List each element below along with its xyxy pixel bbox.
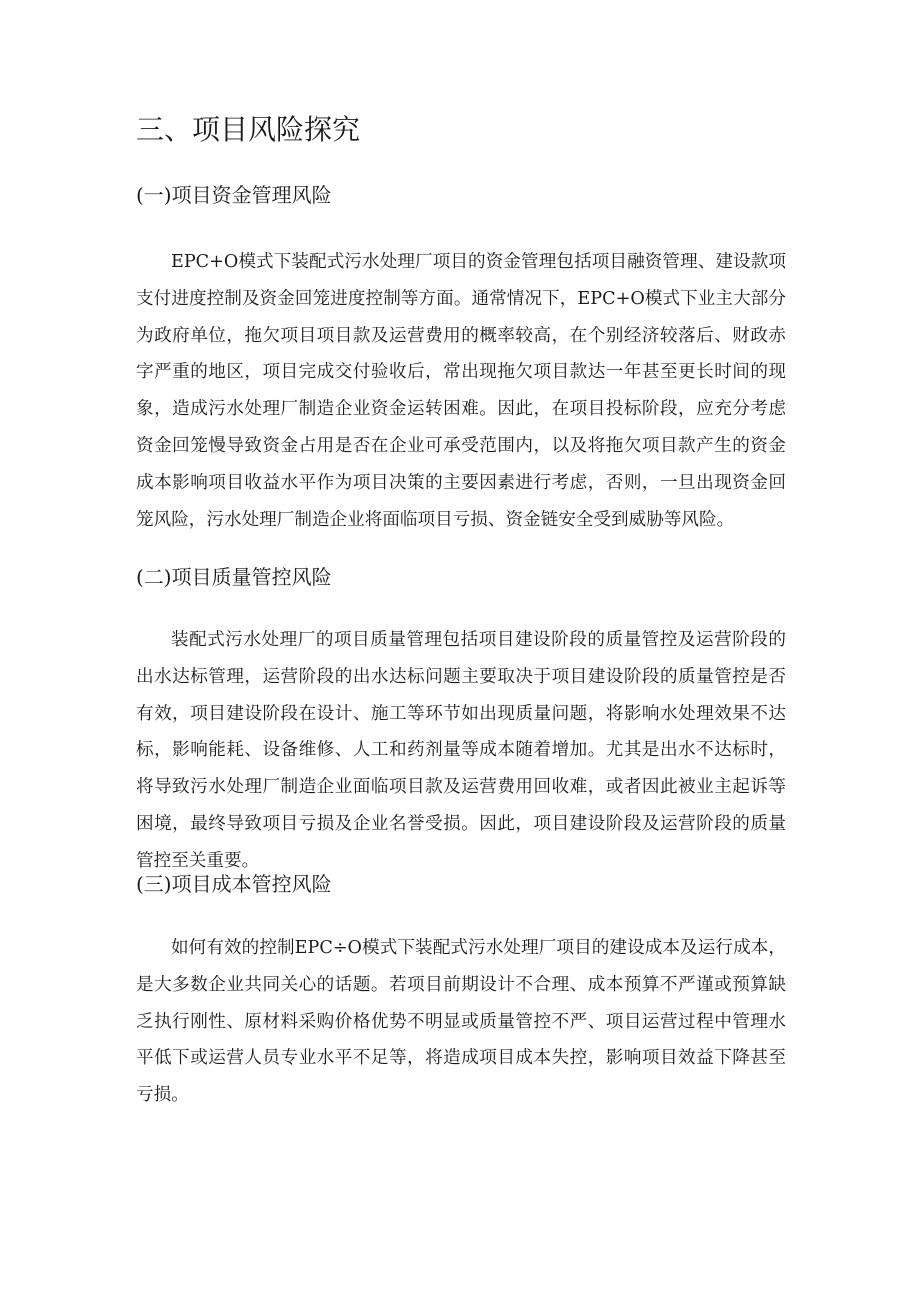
section-body-cost: 如何有效的控制EPC÷O模式下装配式污水处理厂项目的建设成本及运行成本，是大多数企业共同关心的话题。若项目前期设计不合理、成本预算不严谨或预算缺乏执行刚性、原材料采购价格优势不明显或质量管控不严、项目运营过程中管理水平低下或运营人员专业水平不足等，将造成项目成本失控，影响项目效益下降甚至亏损。 bbox=[136, 938, 786, 1106]
section-body-quality: 装配式污水处理厂的项目质量管理包括项目建设阶段的质量管控及运营阶段的出水达标管理，运营阶段的出水达标问题主要取决于项目建设阶段的质量管控是否有效，项目建设阶段在设计、施工等环节如出现质量问题，将影响水处理效果不达标，影响能耗、设备维修、人工和药剂量等成本随着增加。尤其是出水不达标时，将导致污水处理厂制造企业面临项目款及运营费用回收难，或者因此被业主起诉等困境，最终导致项目亏损及企业名誉受损。因此，项目建设阶段及运营阶段的质量管控至关重要。 bbox=[136, 630, 786, 871]
section-body-funds: EPC+O模式下装配式污水处理厂项目的资金管理包括项目融资管理、建设款项支付进度控制及资金回笼进度控制等方面。通常情况下，EPC+O模式下业主大部分为政府单位，拖欠项目项目款及运营费用的概率较高，在个别经济较落后、财政赤字严重的地区，项目完成交付验收后，常出现拖欠项目款达一年甚至更长时间的现象，造成污水处理厂制造企业资金运转困难。因此，在项目投标阶段，应充分考虑资金回笼慢导致资金占用是否在企业可承受范围内，以及将拖欠项目款产生的资金成本影响项目收益水平作为项目决策的主要因素进行考虑，否则，一旦出现资金回笼风险，污水处理厂制造企业将面临项目亏损、资金链安全受到威胁等风险。 bbox=[136, 252, 786, 530]
document-title: 三、项目风险探究 bbox=[136, 113, 361, 146]
section-heading-funds: (一)项目资金管理风险 bbox=[136, 183, 332, 207]
section-heading-quality: (二)项目质量管控风险 bbox=[136, 565, 332, 589]
section-heading-cost: (三)项目成本管控风险 bbox=[136, 872, 332, 896]
